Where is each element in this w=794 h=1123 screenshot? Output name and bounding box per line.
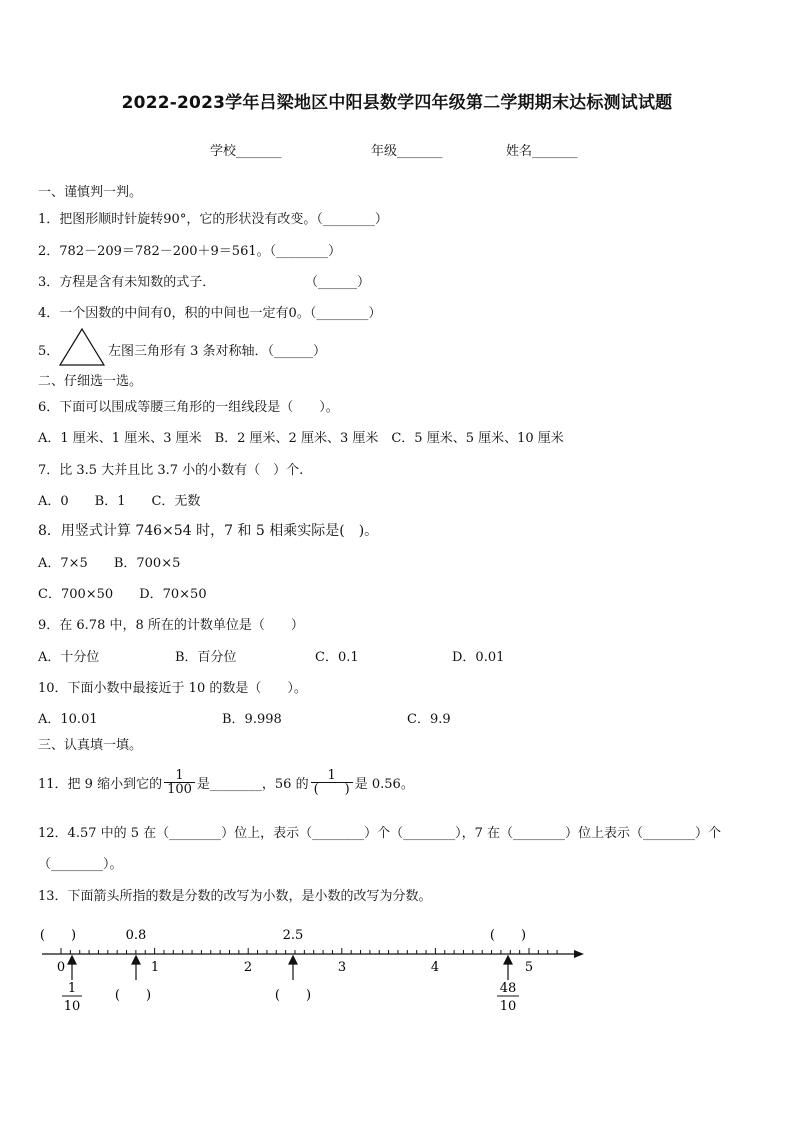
question-12-line-1: 12．4.57 中的 5 在（________）位上，表示（________）个（________），7 在（________）位上表示（________）个 (38, 826, 722, 841)
question-9: 9．在 6.78 中，8 所在的计数单位是（ ） (38, 618, 304, 633)
fraction-blank-denominator (311, 769, 353, 796)
question-10-option-b: B．9.998 (222, 712, 282, 727)
tick-label-1: 1 (150, 960, 160, 975)
question-5-number: 5． (38, 344, 60, 359)
question-13: 13．下面箭头所指的数是分数的改写为小数，是小数的改写为分数。 (38, 889, 432, 904)
grade-field[interactable]: 年级_______ (371, 144, 443, 159)
fraction-one-hundredth (164, 769, 195, 796)
fraction-denominator: 100 (164, 782, 195, 796)
question-2: 2．782－209＝782－200＋9＝561。（________） (38, 244, 342, 259)
top-label-blank-1: ( ) (39, 928, 77, 943)
bottom-fraction-1-numerator: 1 (67, 981, 77, 996)
section-heading-3: 三、认真填一填。 (38, 738, 143, 753)
school-field[interactable]: 学校_______ (210, 144, 282, 159)
bottom-blank-2: ( ) (274, 988, 312, 1003)
name-field[interactable]: 姓名_______ (506, 144, 578, 159)
question-11-part-b: 是________，56 的 (196, 776, 309, 792)
arrow-up-icon (504, 956, 512, 980)
section-heading-2: 二、仔细选一选。 (38, 374, 143, 389)
tick-label-5: 5 (524, 960, 534, 975)
tick-label-3: 3 (337, 960, 347, 975)
question-4: 4．一个因数的中间有0，积的中间也一定有0。（________） (38, 306, 382, 321)
question-7: 7．比 3.5 大并且比 3.7 小的小数有（ ）个. (38, 463, 304, 478)
arrow-up-icon (289, 956, 297, 980)
arrow-up-icon (132, 956, 140, 980)
question-6: 6．下面可以围成等腰三角形的一组线段是（ ）。 (38, 400, 339, 415)
question-1: 1．把图形顺时针旋转90°，它的形状没有改变。（________） (38, 212, 388, 227)
question-12-line-2: （________）。 (38, 857, 123, 872)
question-7-options: A．0 B．1 C．无数 (38, 494, 201, 509)
question-8-options-1: A．7×5 B．700×5 (38, 556, 181, 571)
minor-ticks (61, 948, 557, 954)
question-11 (38, 762, 414, 802)
top-label-2-5: 2.5 (282, 928, 304, 943)
question-10-option-a: A．10.01 (38, 712, 98, 727)
bottom-blank-1: ( ) (114, 988, 152, 1003)
question-10-option-c: C．9.9 (407, 712, 451, 727)
question-6-options: A．1 厘米、1 厘米、3 厘米 B．2 厘米、2 厘米、3 厘米 C．5 厘米、5 厘米、10 厘米 (38, 431, 564, 446)
question-11-part-a: 11．把 9 缩小到它的 (38, 776, 163, 792)
question-11-part-c: 是 0.56。 (354, 776, 414, 792)
question-3-text: 3．方程是含有未知数的式子． (38, 275, 216, 290)
question-8: 8．用竖式计算 746×54 时，7 和 5 相乘实际是( )。 (38, 523, 379, 539)
tick-label-4: 4 (430, 960, 440, 975)
arrow-up-icon (68, 956, 76, 980)
question-8-options-2: C．700×50 D．70×50 (38, 587, 207, 602)
fraction-numerator: 1 (175, 767, 184, 783)
fraction-numerator: 1 (327, 767, 336, 783)
question-5-text: 左图三角形有 3 条对称轴．（______） (108, 344, 327, 359)
bottom-fraction-2-numerator: 48 (499, 981, 517, 996)
axis-arrowhead (574, 950, 584, 958)
section-heading-1: 一、谨慎判一判。 (38, 185, 143, 200)
top-label-blank-2: ( ) (489, 928, 527, 943)
bottom-fraction-2-denominator: 10 (499, 999, 517, 1014)
fraction-denominator-blank[interactable]: ( ) (311, 782, 353, 796)
page-title: 2022-2023学年吕梁地区中阳县数学四年级第二学期期末达标测试试题 (121, 93, 673, 113)
tick-label-0: 0 (56, 960, 66, 975)
question-9-option-b: B．百分位 (175, 650, 237, 665)
top-label-0-8: 0.8 (125, 928, 147, 943)
number-line-figure (36, 922, 596, 1026)
question-9-option-a: A．十分位 (38, 650, 100, 665)
question-10: 10．下面小数中最接近于 10 的数是（ ）。 (38, 681, 307, 696)
tick-label-2: 2 (243, 960, 253, 975)
triangle-figure (58, 327, 106, 371)
question-3-blank[interactable]: （______） (305, 275, 371, 290)
question-9-option-d: D．0.01 (452, 650, 505, 665)
bottom-fraction-1-denominator: 10 (63, 999, 81, 1014)
question-9-option-c: C．0.1 (315, 650, 359, 665)
